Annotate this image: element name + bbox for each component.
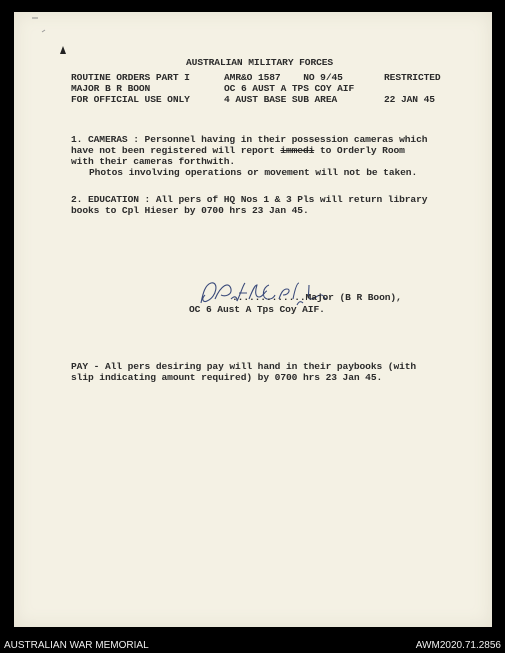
header-title: AUSTRALIAN MILITARY FORCES xyxy=(186,57,334,68)
struck-word: immedi xyxy=(280,145,315,156)
pay-line-1: PAY - All pers desiring pay will hand in their paybooks (with xyxy=(71,361,417,372)
header-order-number: AMR&O 1587 NO 9/45 xyxy=(224,72,343,83)
education-line-1: 2. EDUCATION : All pers of HQ Nos 1 & 3 Pls will return library xyxy=(71,194,428,205)
header-classification: RESTRICTED xyxy=(384,72,441,83)
cameras-line-2: have not been registered will report immedi to Orderly Room xyxy=(71,145,405,156)
header-official-use: FOR OFFICIAL USE ONLY xyxy=(71,94,190,105)
cameras-line-1: 1. CAMERAS : Personnel having in their possession cameras which xyxy=(71,134,428,145)
header-area: 4 AUST BASE SUB AREA xyxy=(224,94,338,105)
signature-line: .............Major (B R Boon), xyxy=(232,292,402,303)
signature-unit: OC 6 Aust A Tps Coy AIF. xyxy=(189,304,325,315)
header-routine-orders: ROUTINE ORDERS PART I xyxy=(71,72,190,83)
footer-source: AUSTRALIAN WAR MEMORIAL xyxy=(4,640,149,651)
document-page xyxy=(14,12,492,627)
pay-line-2: slip indicating amount required) by 0700 hrs 23 Jan 45. xyxy=(71,372,383,383)
pencil-mark-icon xyxy=(28,14,68,64)
header-officer: MAJOR B R BOON xyxy=(71,83,151,94)
header-unit: OC 6 AUST A TPS COY AIF xyxy=(224,83,355,94)
education-line-2: books to Cpl Hieser by 0700 hrs 23 Jan 45. xyxy=(71,205,309,216)
footer-accession-number: AWM2020.71.2856 xyxy=(415,640,501,651)
cameras-line-4: Photos involving operations or movement will not be taken. xyxy=(89,167,418,178)
header-date: 22 JAN 45 xyxy=(384,94,435,105)
cameras-line-3: with their cameras forthwith. xyxy=(71,156,236,167)
